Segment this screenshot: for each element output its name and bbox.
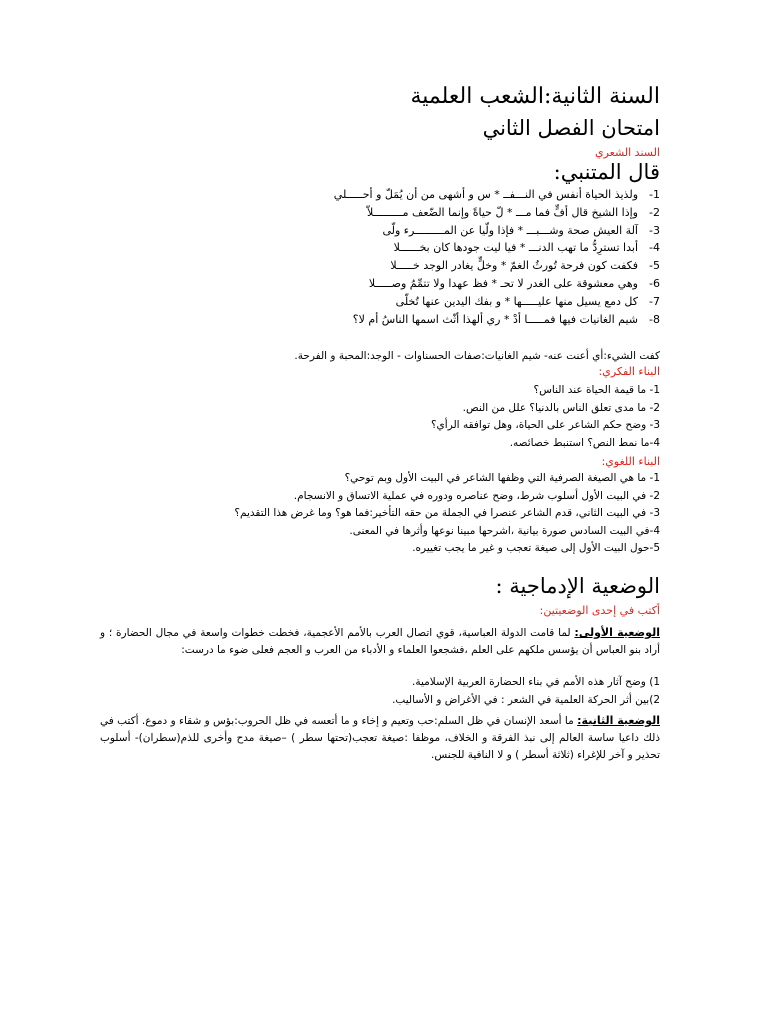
question-item: 2- ما مدى تعلق الناس بالدنيا؟ علل من النص. (462, 401, 660, 414)
verse-text: ولذيذ الحياة أنفس في النـــفــ * س و أشهى من أن يُمَلّ و أحـــــلي (333, 188, 638, 201)
poem-verse (120, 186, 660, 204)
verse-text: وهي معشوقة على الغدر لا تحـ * فظ عهدا ولا تتمِّمُ وصـــــلا (368, 276, 638, 290)
verse-number: 7- (649, 294, 660, 308)
verse-number: 5- (649, 259, 660, 273)
first-situation-text: لما قامت الدولة العباسية، قوي اتصال العرب بالأمم الأعجمية، فخطت خطوات واسعة في مجال الحضارة ؛ و أراد بنو العباس أن يؤسس ملكهم على العلم ،فشجعوا العلماء و الأدباء من العرب و العجم فعلى ضوء ما درست: (100, 627, 660, 656)
verse-text: فكفت كون فرحة تُورثُ الغمّ * وخلٍّ يغادر الوجد خـــــلا (390, 259, 638, 273)
verse-number: 6- (649, 276, 660, 290)
question-item: 3- وضح حكم الشاعر على الحياة، وهل توافقه الرأي؟ (430, 419, 660, 432)
verse-number: 1- (649, 188, 660, 201)
poem-verse (120, 275, 660, 293)
verse-number: 4- (649, 241, 660, 255)
integration-instruction: أكتب في إحدى الوضعيتين: (539, 604, 660, 617)
verse-number: 2- (649, 205, 660, 219)
second-situation-text: ما أسعد الإنسان في ظل السلم:حب وتعيم و إخاء و ما أتعسه في ظل الحروب:بؤس و شقاء و دموع. أكتب في ذلك داعيا ساسة العالم إلى نبذ الفرقة و الخلاف، موظفا :صيغة تعجب(تحتها سطر ) –صيغة مدح وأخرى للذم(سطران)- أسلوب تحذير و آخر للإغراء (ثلاثة أسطر ) و لا النافية للجنس. (100, 715, 660, 761)
verse-text: أبدا تسترِدُّ ما تهب الدنـــ * فيا ليت جودها كان بخــــــلا (393, 241, 638, 255)
sanad-label: السند الشعري (594, 146, 660, 159)
second-situation (100, 712, 660, 764)
verse-text: آلة العيش صحة وشـــبـــ * فإذا ولّيا عن المـــــــــرء ولّى (382, 223, 638, 237)
question-item: 2- في البيت الأول أسلوب شرط، وضح عناصره ودوره في عملية الاتساق و الانسجام. (293, 489, 660, 502)
question-item: 4-ما نمط النص؟ استنبط خصائصه. (509, 436, 660, 449)
lughawi-label: البناء اللغوي: (601, 455, 660, 468)
poet-line: قال المتنبي: (553, 160, 660, 184)
first-situation-heading: الوضعية الأولى: (574, 626, 660, 639)
poem-verse (120, 239, 660, 257)
poem-verse (120, 311, 660, 329)
poem-verses (120, 186, 660, 328)
exam-title: امتحان الفصل الثاني (482, 116, 660, 140)
first-situation (100, 624, 660, 659)
verse-number: 8- (649, 312, 660, 326)
first-situation-task: 2)بين أثر الحركة العلمية في الشعر : في الأغراض و الأساليب. (392, 694, 660, 706)
question-item: 5-حول البيت الأول إلى صيغة تعجب و غير ما يجب تغييره. (412, 542, 660, 555)
poem-verse (120, 204, 660, 222)
fikri-label: البناء الفكري: (598, 365, 660, 378)
poem-verse (120, 257, 660, 275)
second-situation-heading: الوضعية الثانية: (577, 714, 661, 727)
question-item: 3- في البيت الثاني، قدم الشاعر عنصرا في الجملة من حقه التأخير:فما هو؟ وما غرض هذا التقديم؟ (234, 507, 660, 520)
question-item: 4-في البيت السادس صورة بيانية ،اشرحها مبينا نوعها وأثرها في المعنى. (349, 524, 660, 537)
verse-text: وإذا الشيخ قال أفٍّ فما مـــ * لّ حياةً وإنما الضّعف مـــــــــلاّ (367, 205, 638, 219)
poem-verse (120, 222, 660, 240)
verse-text: كل دمع يسيل منها عليـــــها * و بفك اليدين عنها تُخلّى (395, 294, 638, 308)
vocabulary-gloss: كفت الشيء:أي أعنت عنه- شيم الغانيات:صفات الحسناوات - الوجد:المحبة و الفرحة. (294, 350, 660, 362)
class-title: السنة الثانية:الشعب العلمية (410, 84, 660, 109)
poem-verse (120, 293, 660, 311)
verse-number: 3- (649, 223, 660, 237)
question-item: 1- ما هي الصيغة الصرفية التي وظفها الشاعر في البيت الأول وبم توحي؟ (344, 472, 660, 484)
lughawi-questions (234, 470, 660, 558)
verse-text: شيم الغانيات فيها فمـــــا أدْ * ري ألهذا أثّث اسمها الناسُ أم لا؟ (352, 312, 638, 326)
fikri-questions (431, 382, 660, 452)
integration-title: الوضعية الإدماجية : (495, 574, 660, 598)
first-situation-task: 1) وضح آثار هذه الأمم في بناء الحضارة العربية الإسلامية. (412, 676, 660, 688)
question-item: 1- ما قيمة الحياة عند الناس؟ (533, 384, 660, 396)
